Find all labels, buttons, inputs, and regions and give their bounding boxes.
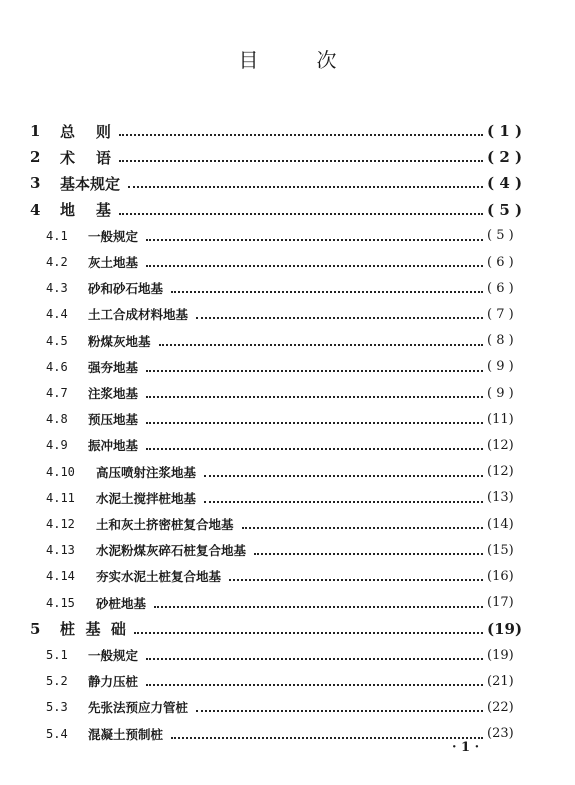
toc-entry-page: (19): [487, 619, 523, 638]
toc-entry-title: 注浆地基: [88, 386, 139, 401]
toc-entry-page: (21): [487, 673, 514, 689]
dot-leader: [204, 465, 483, 477]
page-title: [0, 44, 575, 73]
toc-entry-title: 基本规定: [60, 174, 121, 193]
toc-entry[interactable]: [0, 511, 575, 537]
dot-leader: [146, 229, 483, 241]
toc-entry-page: (17): [487, 595, 514, 611]
page-title-char-2: 次: [316, 48, 337, 72]
toc-entry-number: 4: [30, 200, 41, 219]
toc-entry-page: (22): [487, 699, 514, 715]
toc-entry-page: (14): [487, 516, 514, 532]
toc-entry-title: 总 则: [60, 122, 111, 141]
toc-entry-title: 土工合成材料地基: [88, 307, 189, 323]
toc-entry-page: ( 6 ): [487, 280, 514, 296]
toc-entry-number: 4.10: [46, 464, 75, 479]
toc-entry-number: 4.6: [46, 359, 68, 374]
toc-entry-number: 4.15: [46, 595, 75, 610]
toc-entry-title: 术 语: [60, 148, 111, 167]
toc-entry[interactable]: [0, 694, 575, 720]
toc-entry-title: 砂和砂石地基: [88, 281, 164, 297]
toc-entry[interactable]: [0, 432, 575, 458]
toc-entry[interactable]: [0, 197, 575, 223]
toc-entry[interactable]: [0, 275, 575, 301]
dot-leader: [146, 412, 483, 424]
toc-entry-number: 5.1: [46, 648, 68, 662]
dot-leader: [119, 203, 483, 215]
toc-entry[interactable]: [0, 301, 575, 327]
toc-entry-number: 4.11: [46, 490, 75, 505]
toc-entry-page: ( 4 ): [487, 174, 523, 193]
toc-entry-number: 4.8: [46, 412, 68, 427]
toc-entry-number: 4.7: [46, 386, 68, 400]
toc-entry-page: (13): [487, 490, 514, 506]
toc-entry-title: 一般规定: [88, 648, 139, 663]
toc-entry-number: 4.14: [46, 569, 75, 584]
page-number: · 1 ·: [452, 740, 480, 755]
toc-entry[interactable]: [0, 537, 575, 563]
toc-entry[interactable]: [0, 170, 575, 196]
dot-leader: [146, 360, 483, 372]
toc-entry-number: 4.1: [46, 228, 68, 243]
toc-entry-page: (11): [487, 411, 514, 427]
toc-entry-page: (12): [487, 437, 514, 453]
dot-leader: [154, 596, 483, 608]
toc-entry[interactable]: [0, 642, 575, 668]
dot-leader: [128, 176, 483, 188]
toc-entry-title: 高压喷射注浆地基: [96, 464, 197, 480]
toc-entry[interactable]: [0, 616, 575, 642]
dot-leader: [196, 307, 483, 319]
toc-entry-page: ( 8 ): [487, 333, 514, 349]
toc-entry-page: ( 5 ): [487, 228, 514, 244]
toc-entry[interactable]: [0, 223, 575, 249]
toc-entry-page: (16): [487, 568, 514, 584]
toc-entry-page: ( 9 ): [487, 385, 514, 401]
dot-leader: [146, 648, 483, 660]
toc-entry-number: 5: [30, 619, 41, 638]
dot-leader: [171, 727, 483, 739]
toc-entry[interactable]: [0, 380, 575, 406]
toc-entry-page: (23): [487, 726, 514, 742]
toc-entry-page: ( 5 ): [487, 200, 523, 219]
toc-entry[interactable]: [0, 721, 575, 747]
toc-entry-number: 4.12: [46, 517, 75, 531]
toc-entry-title: 静力压桩: [88, 674, 139, 690]
toc-entry-number: 5.2: [46, 674, 68, 689]
toc-entry-title: 强夯地基: [88, 359, 139, 375]
toc-entry-number: 4.9: [46, 438, 68, 453]
toc-entry[interactable]: [0, 459, 575, 485]
dot-leader: [204, 491, 483, 503]
toc-entry-title: 桩 基 础: [60, 620, 126, 639]
toc-entry-title: 混凝土预制桩: [88, 726, 164, 742]
toc-entry-title: 砂桩地基: [96, 595, 147, 611]
toc-entry[interactable]: [0, 406, 575, 432]
toc-entry-page: ( 1 ): [487, 122, 523, 140]
toc-entry[interactable]: [0, 354, 575, 380]
dot-leader: [134, 622, 483, 634]
toc-entry-title: 预压地基: [88, 412, 139, 428]
toc-entry-page: ( 2 ): [487, 148, 523, 167]
dot-leader: [146, 255, 483, 267]
toc-entry-title: 水泥粉煤灰碎石桩复合地基: [96, 543, 247, 559]
dot-leader: [171, 281, 483, 293]
toc-entry-number: 5.4: [46, 726, 68, 741]
toc-entry[interactable]: [0, 144, 575, 170]
toc-entry-page: (15): [487, 542, 514, 558]
dot-leader: [119, 124, 483, 136]
toc-entry[interactable]: [0, 485, 575, 511]
dot-leader: [196, 700, 483, 712]
toc-entry-number: 2: [30, 148, 41, 167]
toc-entry-title: 灰土地基: [88, 255, 139, 270]
toc-entry-title: 夯实水泥土桩复合地基: [96, 569, 222, 585]
toc-entry-page: (12): [487, 464, 514, 480]
toc-entry-title: 地 基: [60, 201, 111, 220]
toc-entry[interactable]: [0, 249, 575, 275]
dot-leader: [159, 334, 483, 346]
toc-entry-number: 4.4: [46, 307, 68, 322]
page-title-char-1: 目: [238, 48, 259, 72]
toc-entry-title: 一般规定: [88, 228, 139, 244]
dot-leader: [146, 386, 483, 398]
toc-entry[interactable]: [0, 668, 575, 694]
toc-entry-number: 4.5: [46, 333, 68, 348]
toc-entry-title: 振冲地基: [88, 438, 139, 454]
dot-leader: [254, 543, 483, 555]
toc-entry-page: ( 7 ): [487, 306, 514, 322]
toc-entry-page: ( 9 ): [487, 359, 514, 375]
toc-entry-number: 4.3: [46, 281, 68, 296]
dot-leader: [146, 438, 483, 450]
toc-entry-page: ( 6 ): [487, 254, 514, 270]
dot-leader: [146, 674, 483, 686]
toc-entry[interactable]: [0, 118, 575, 144]
toc-entry-title: 土和灰土挤密桩复合地基: [96, 517, 234, 532]
toc-entry[interactable]: [0, 563, 575, 589]
toc-entry-number: 5.3: [46, 700, 68, 715]
toc-entry[interactable]: [0, 328, 575, 354]
dot-leader: [119, 150, 483, 162]
toc-entry-number: 4.2: [46, 255, 68, 269]
toc-entry-page: (19): [487, 647, 514, 663]
toc-entry[interactable]: [0, 590, 575, 616]
toc-entry-number: 3: [30, 174, 41, 193]
toc-entry-number: 4.13: [46, 543, 75, 558]
toc-entry-title: 先张法预应力管桩: [88, 700, 189, 716]
toc-entry-number: 1: [30, 122, 41, 140]
toc-entry-title: 粉煤灰地基: [88, 333, 151, 349]
dot-leader: [229, 569, 483, 581]
dot-leader: [242, 517, 483, 529]
toc-entry-title: 水泥土搅拌桩地基: [96, 490, 197, 506]
